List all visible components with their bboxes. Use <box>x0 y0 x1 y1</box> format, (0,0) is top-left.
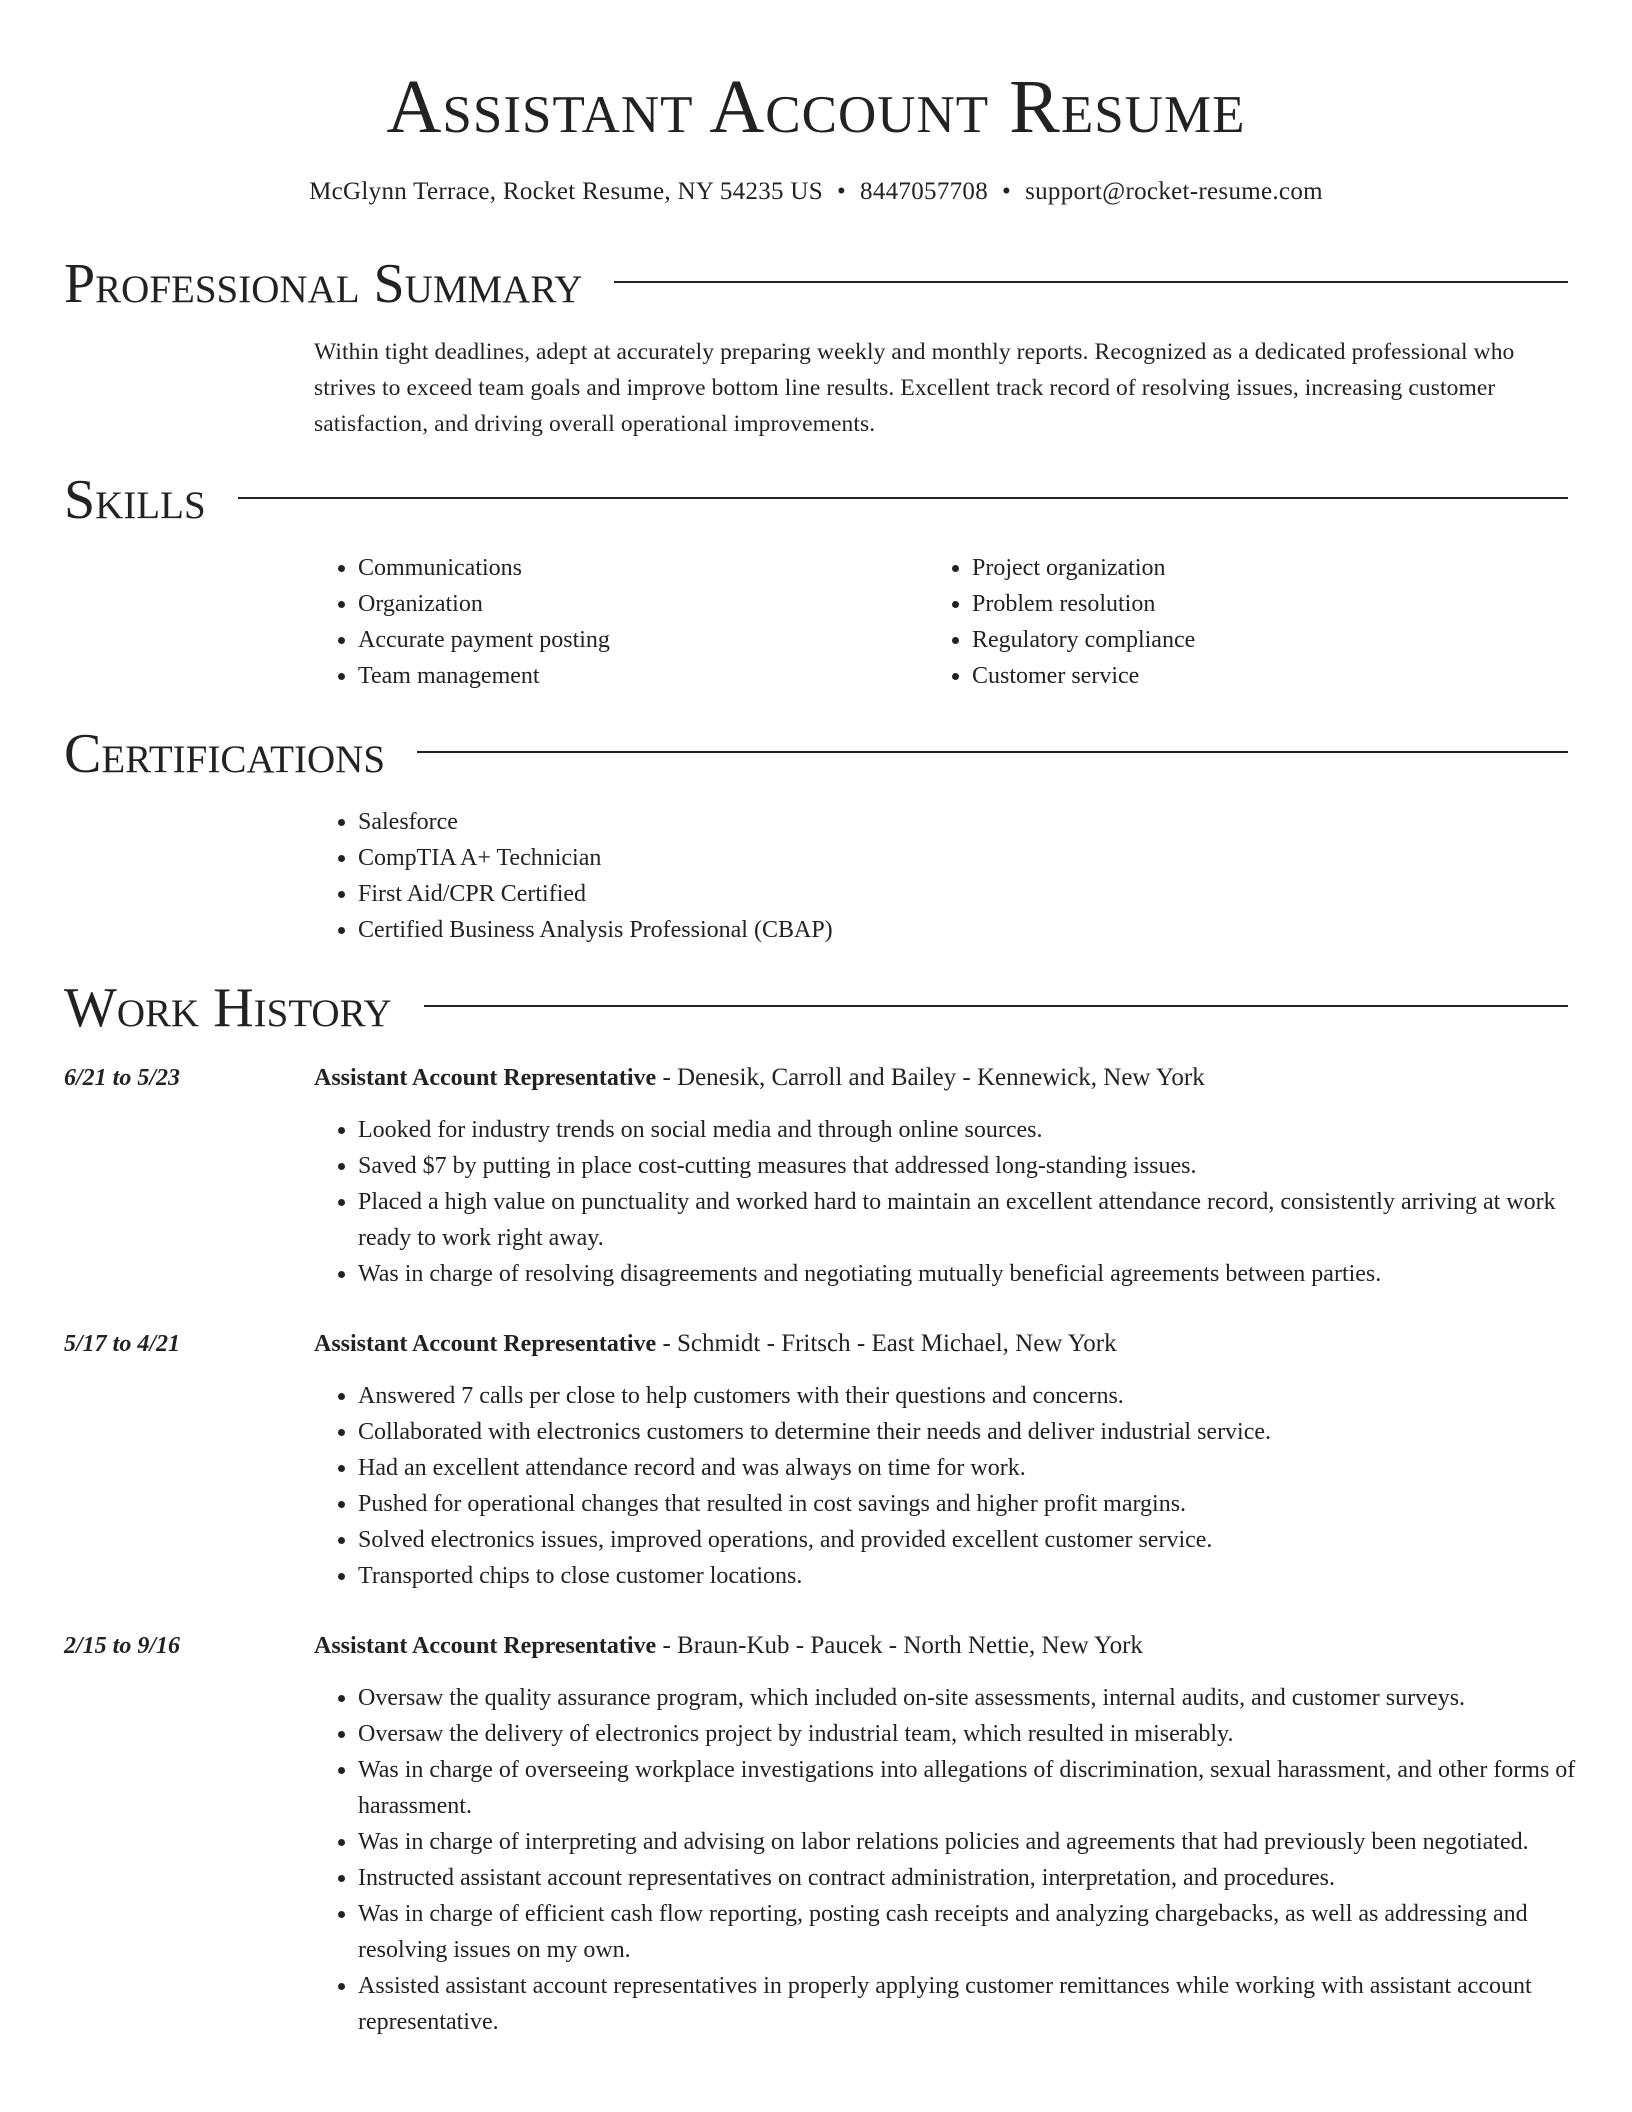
summary-text: Within tight deadlines, adept at accurately preparing weekly and monthly reports. Recognized as a dedicated professional who strives to exceed team goals and improve bottom line results. Excellent track record of resolving issues, increasing customer satisfaction, and driving overall operational improvements. <box>314 339 1515 437</box>
job-duty: • Was in charge of efficient cash flow reporting, posting cash receipts and analyzing chargebacks, as well as addressing and resolving issues on my own. <box>358 1896 1614 1968</box>
job-duties-list <box>314 1112 1614 1292</box>
job-duty: • Collaborated with electronics customers to determine their needs and deliver industrial service. <box>358 1414 1614 1450</box>
certification-item: • CompTIA A+ Technician <box>358 840 1514 876</box>
job-duty: • Was in charge of overseeing workplace investigations into allegations of discrimination, sexual harassment, and other forms of harassment. <box>358 1752 1614 1824</box>
job-duty: • Instructed assistant account representatives on contract administration, interpretation, and procedures. <box>358 1860 1614 1896</box>
job-employer: - Schmidt - Fritsch - East Michael, New York <box>656 1330 1117 1357</box>
contact-separator: • <box>836 178 847 205</box>
job-dates: 2/15 to 9/16 <box>64 1633 181 1659</box>
work-history-section-heading <box>64 976 1568 1040</box>
certification-item: • First Aid/CPR Certified <box>358 876 1514 912</box>
job-duty: • Pushed for operational changes that resulted in cost savings and higher profit margins. <box>358 1486 1614 1522</box>
skills-section-heading <box>64 468 1568 532</box>
certifications-section-heading <box>64 722 1568 786</box>
skill-item: • Team management <box>358 658 914 694</box>
job-duty: • Had an excellent attendance record and was always on time for work. <box>358 1450 1614 1486</box>
skills-section-title: Skills <box>64 469 206 531</box>
summary-section-title: Professional Summary <box>64 253 583 315</box>
section-divider <box>424 1005 1568 1007</box>
job-duty: • Looked for industry trends on social media and through online sources. <box>358 1112 1614 1148</box>
summary-section-heading <box>64 252 1568 316</box>
job-role: Assistant Account Representative <box>314 1065 657 1091</box>
job-heading <box>314 1060 1205 1096</box>
job-employer: - Denesik, Carroll and Bailey - Kennewick, New York <box>656 1064 1205 1091</box>
contact-email: support@rocket-resume.com <box>1025 178 1323 205</box>
job-duty: • Placed a high value on punctuality and worked hard to maintain an excellent attendance record, consistently arriving at work ready to work right away. <box>358 1184 1614 1256</box>
job-duties <box>314 1378 1614 1594</box>
job-heading <box>314 1628 1143 1664</box>
skill-item: • Problem resolution <box>972 586 1528 622</box>
job-duty: • Assisted assistant account representatives in properly applying customer remittances while working with assistant account representative. <box>358 1968 1614 2040</box>
job-duty: • Answered 7 calls per close to help customers with their questions and concerns. <box>358 1378 1614 1414</box>
section-divider <box>614 281 1568 283</box>
job-dates: 5/17 to 4/21 <box>64 1331 181 1357</box>
job-heading <box>314 1326 1117 1362</box>
certifications-list-wrap <box>314 804 1514 948</box>
certification-item: • Certified Business Analysis Professional (CBAP) <box>358 912 1514 948</box>
contact-separator: • <box>1002 178 1012 205</box>
job-duty: • Saved $7 by putting in place cost-cutting measures that addressed long-standing issues. <box>358 1148 1614 1184</box>
job-duty: • Was in charge of resolving disagreements and negotiating mutually beneficial agreements between parties. <box>358 1256 1614 1292</box>
job-dates: 6/21 to 5/23 <box>64 1065 181 1091</box>
section-divider <box>417 751 1568 753</box>
job-duty: • Was in charge of interpreting and advising on labor relations policies and agreements that had previously been negotiated. <box>358 1824 1614 1860</box>
job-duties <box>314 1112 1614 1292</box>
job-employer: - Braun-Kub - Paucek - North Nettie, New York <box>656 1632 1143 1659</box>
skills-left-column <box>314 550 914 694</box>
skill-item: • Accurate payment posting <box>358 622 914 658</box>
job-duties-list <box>314 1680 1614 2040</box>
skill-item: • Project organization <box>972 550 1528 586</box>
skills-right-column <box>928 550 1528 694</box>
certifications-section-title: Certifications <box>64 723 386 785</box>
work-history-section-title: Work History <box>64 977 392 1039</box>
contact-line <box>64 176 1568 208</box>
section-divider <box>238 497 1568 499</box>
job-role: Assistant Account Representative <box>314 1331 657 1357</box>
job-duties <box>314 1680 1614 2040</box>
job-duty: • Transported chips to close customer locations. <box>358 1558 1614 1594</box>
skills-right-list <box>928 550 1528 694</box>
job-duty: • Oversaw the delivery of electronics project by industrial team, which resulted in miserably. <box>358 1716 1614 1752</box>
skill-item: • Customer service <box>972 658 1528 694</box>
job-duties-list <box>314 1378 1614 1594</box>
job-role: Assistant Account Representative <box>314 1633 657 1659</box>
job-duty: • Solved electronics issues, improved operations, and provided excellent customer service. <box>358 1522 1614 1558</box>
contact-address: McGlynn Terrace, Rocket Resume, NY 54235 US <box>309 178 823 205</box>
certification-item: • Salesforce <box>358 804 1514 840</box>
job-duty: • Oversaw the quality assurance program, which included on-site assessments, internal audits, and customer surveys. <box>358 1680 1614 1716</box>
skills-left-list <box>314 550 914 694</box>
resume-title: Assistant Account Resume <box>386 65 1246 149</box>
contact-phone: 8447057708 <box>860 178 989 205</box>
skill-item: • Regulatory compliance <box>972 622 1528 658</box>
skill-item: • Communications <box>358 550 914 586</box>
skill-item: • Organization <box>358 586 914 622</box>
certifications-list <box>314 804 1514 948</box>
